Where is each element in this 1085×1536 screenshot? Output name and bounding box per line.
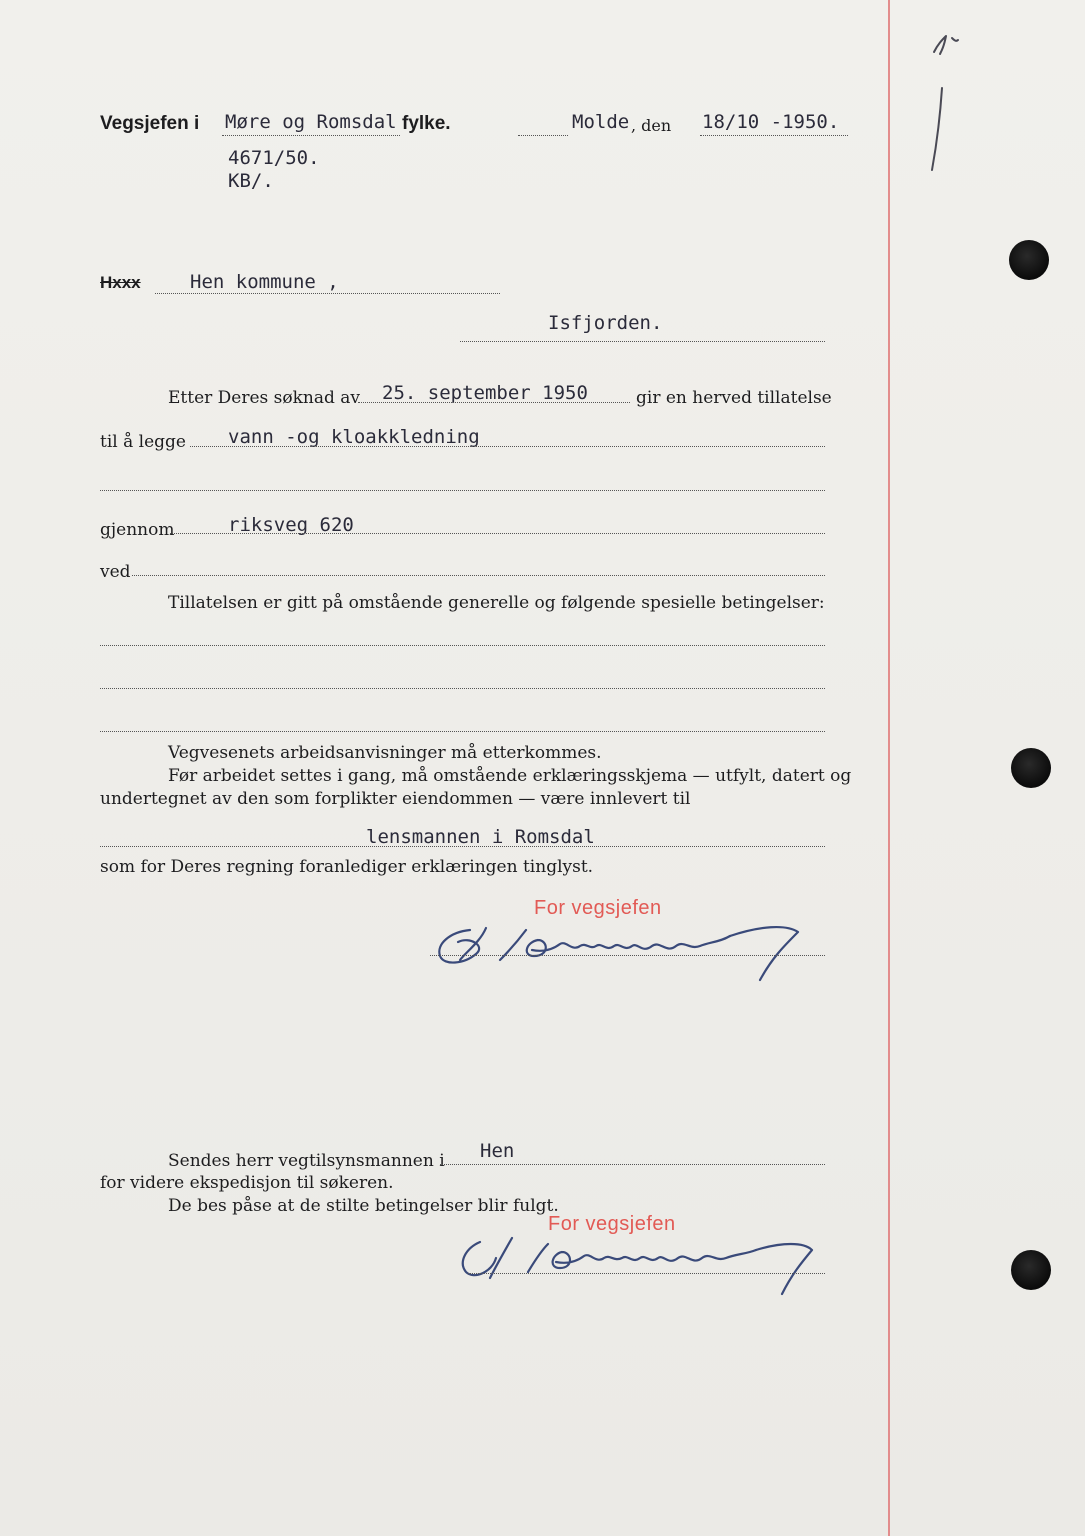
through-dotted-line bbox=[170, 533, 825, 534]
stamp-for-vegsjefen-1: For vegsjefen bbox=[534, 897, 662, 919]
conditions-text: Tillatelsen er gitt på omstående generelle og følgende spesielle betingelser: bbox=[168, 593, 825, 613]
application-suffix: gir en herved tillatelse bbox=[636, 388, 832, 408]
conditions-dotted-line-2 bbox=[100, 688, 825, 689]
place-typed: Molde bbox=[572, 111, 630, 133]
lay-value: vann -og kloakkledning bbox=[228, 426, 480, 448]
authority-label: Vegsjefen i bbox=[100, 113, 200, 134]
pencil-mark bbox=[920, 18, 970, 182]
application-date-dotted-line bbox=[358, 402, 630, 403]
addressee-name: Hen kommune , bbox=[190, 271, 339, 293]
stamp-for-vegsjefen-2: For vegsjefen bbox=[548, 1213, 676, 1235]
signature-2-dotted-line bbox=[468, 1273, 825, 1274]
instructions-line-1: Vegvesenets arbeidsanvisninger må etterkommes. bbox=[168, 743, 602, 763]
at-dotted-line bbox=[132, 575, 825, 576]
instructions-line-3: undertegnet av den som forplikter eiendommen — være innlevert til bbox=[100, 789, 691, 809]
recipient-typed: lensmannen i Romsdal bbox=[366, 826, 595, 848]
application-date: 25. september 1950 bbox=[382, 382, 588, 404]
signature-2 bbox=[452, 1222, 832, 1306]
county-suffix: fylke. bbox=[402, 113, 451, 134]
send-prefix: Sendes herr vegtilsynsmannen i bbox=[168, 1151, 445, 1171]
addressee-dotted-line bbox=[155, 293, 500, 294]
lay-dotted-line bbox=[190, 446, 825, 447]
through-value: riksveg 620 bbox=[228, 514, 354, 536]
punch-hole-middle bbox=[1011, 748, 1051, 788]
conditions-dotted-line-3 bbox=[100, 731, 825, 732]
place-dotted-line bbox=[518, 135, 568, 136]
lay-label: til å legge bbox=[100, 432, 186, 452]
reference-number: 4671/50. bbox=[228, 147, 320, 169]
forwarding-line-2: for videre ekspedisjon til søkeren. bbox=[100, 1173, 394, 1193]
send-dotted-line bbox=[440, 1164, 825, 1165]
signature-1-dotted-line bbox=[430, 955, 825, 956]
date-typed: 18/10 -1950. bbox=[702, 111, 840, 133]
at-label: ved bbox=[100, 562, 131, 582]
lay-dotted-line-2 bbox=[100, 490, 825, 491]
send-value: Hen bbox=[480, 1140, 515, 1162]
county-dotted-line bbox=[222, 135, 400, 136]
county-typed: Møre og Romsdal bbox=[225, 111, 397, 133]
red-margin-line bbox=[888, 0, 890, 1536]
date-label: , den bbox=[631, 116, 672, 135]
instructions-line-2: Før arbeidet settes i gang, må omstående erklæringsskjema — utfylt, datert og bbox=[168, 766, 852, 786]
conditions-dotted-line-1 bbox=[100, 645, 825, 646]
location-dotted-line bbox=[460, 341, 825, 342]
signature-1 bbox=[430, 910, 810, 994]
forwarding-line-3: De bes påse at de stilte betingelser blir fulgt. bbox=[168, 1196, 559, 1216]
punch-hole-bottom bbox=[1011, 1250, 1051, 1290]
addressee-location: Isfjorden. bbox=[548, 312, 663, 334]
initials: KB/. bbox=[228, 170, 274, 192]
recipient-dotted-line bbox=[100, 846, 825, 847]
through-label: gjennom bbox=[100, 520, 175, 540]
registration-text: som for Deres regning foranlediger erklæringen tinglyst. bbox=[100, 857, 594, 877]
struck-prefix: Hxxx bbox=[100, 273, 141, 292]
punch-hole-top bbox=[1009, 240, 1049, 280]
date-dotted-line bbox=[700, 135, 848, 136]
application-prefix: Etter Deres søknad av bbox=[168, 388, 361, 408]
